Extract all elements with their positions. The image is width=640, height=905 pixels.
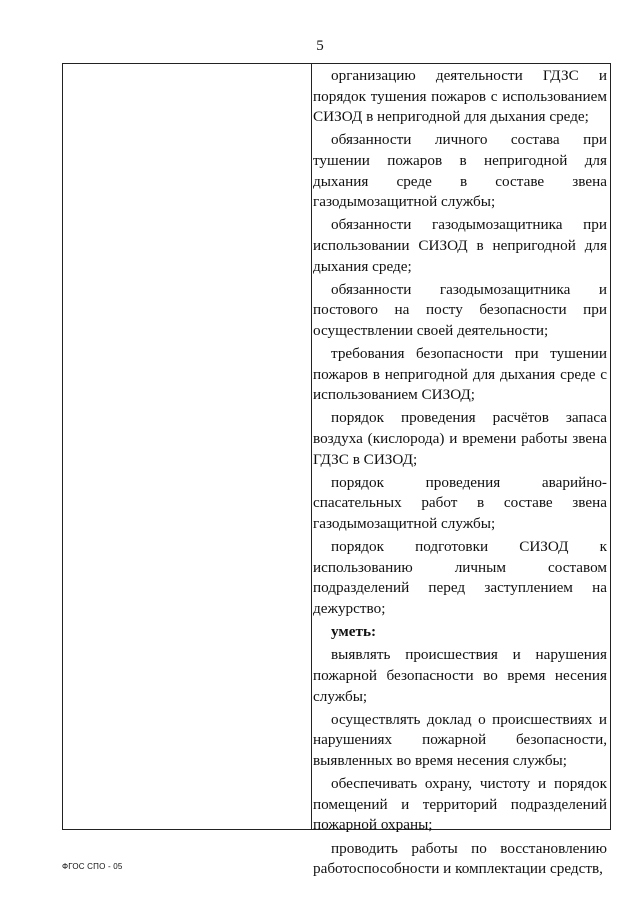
list-item: проводить работы по восстановлению работоспособности и комплектации средств, (313, 839, 607, 878)
list-item: осуществлять доклад о происшествиях и нарушениях пожарной безопасности, выявленных во время несения службы; (313, 710, 607, 769)
table-right-column (312, 64, 610, 878)
list-item: выявлять происшествия и нарушения пожарной безопасности во время несения службы; (313, 646, 607, 705)
document-footer: ФГОС СПО - 05 (62, 862, 123, 871)
list-item: порядок проведения расчётов запаса воздуха (кислорода) и времени работы звена ГДЗС в СИЗОД; (313, 409, 607, 468)
list-item: обеспечивать охрану, чистоту и порядок помещений и территорий подразделений пожарной охраны; (313, 775, 607, 834)
list-item: обязанности газодымозащитника и постового на посту безопасности при осуществлении своей деятельности; (313, 280, 607, 339)
list-item: порядок подготовки СИЗОД к использованию личным составом подразделений перед заступлением на дежурство; (313, 538, 607, 617)
list-item: порядок проведения аварийно-спасательных работ в составе звена газодымозащитной службы; (313, 473, 607, 533)
list-item: обязанности газодымозащитника при использовании СИЗОД в непригодной для дыхания среде; (313, 216, 607, 275)
section-heading: уметь: (331, 623, 377, 641)
list-item: организацию деятельности ГДЗС и порядок тушения пожаров с использованием СИЗОД в непригодной для дыхания среде; (313, 67, 607, 126)
list-item: требования безопасности при тушении пожаров в непригодной для дыхания среде с использованием СИЗОД; (313, 345, 607, 404)
page-number: 5 (316, 38, 324, 54)
list-item: обязанности личного состава при тушении пожаров в непригодной для дыхания среде в составе звена газодымозащитной службы; (313, 131, 607, 211)
table-left-column (63, 64, 312, 829)
